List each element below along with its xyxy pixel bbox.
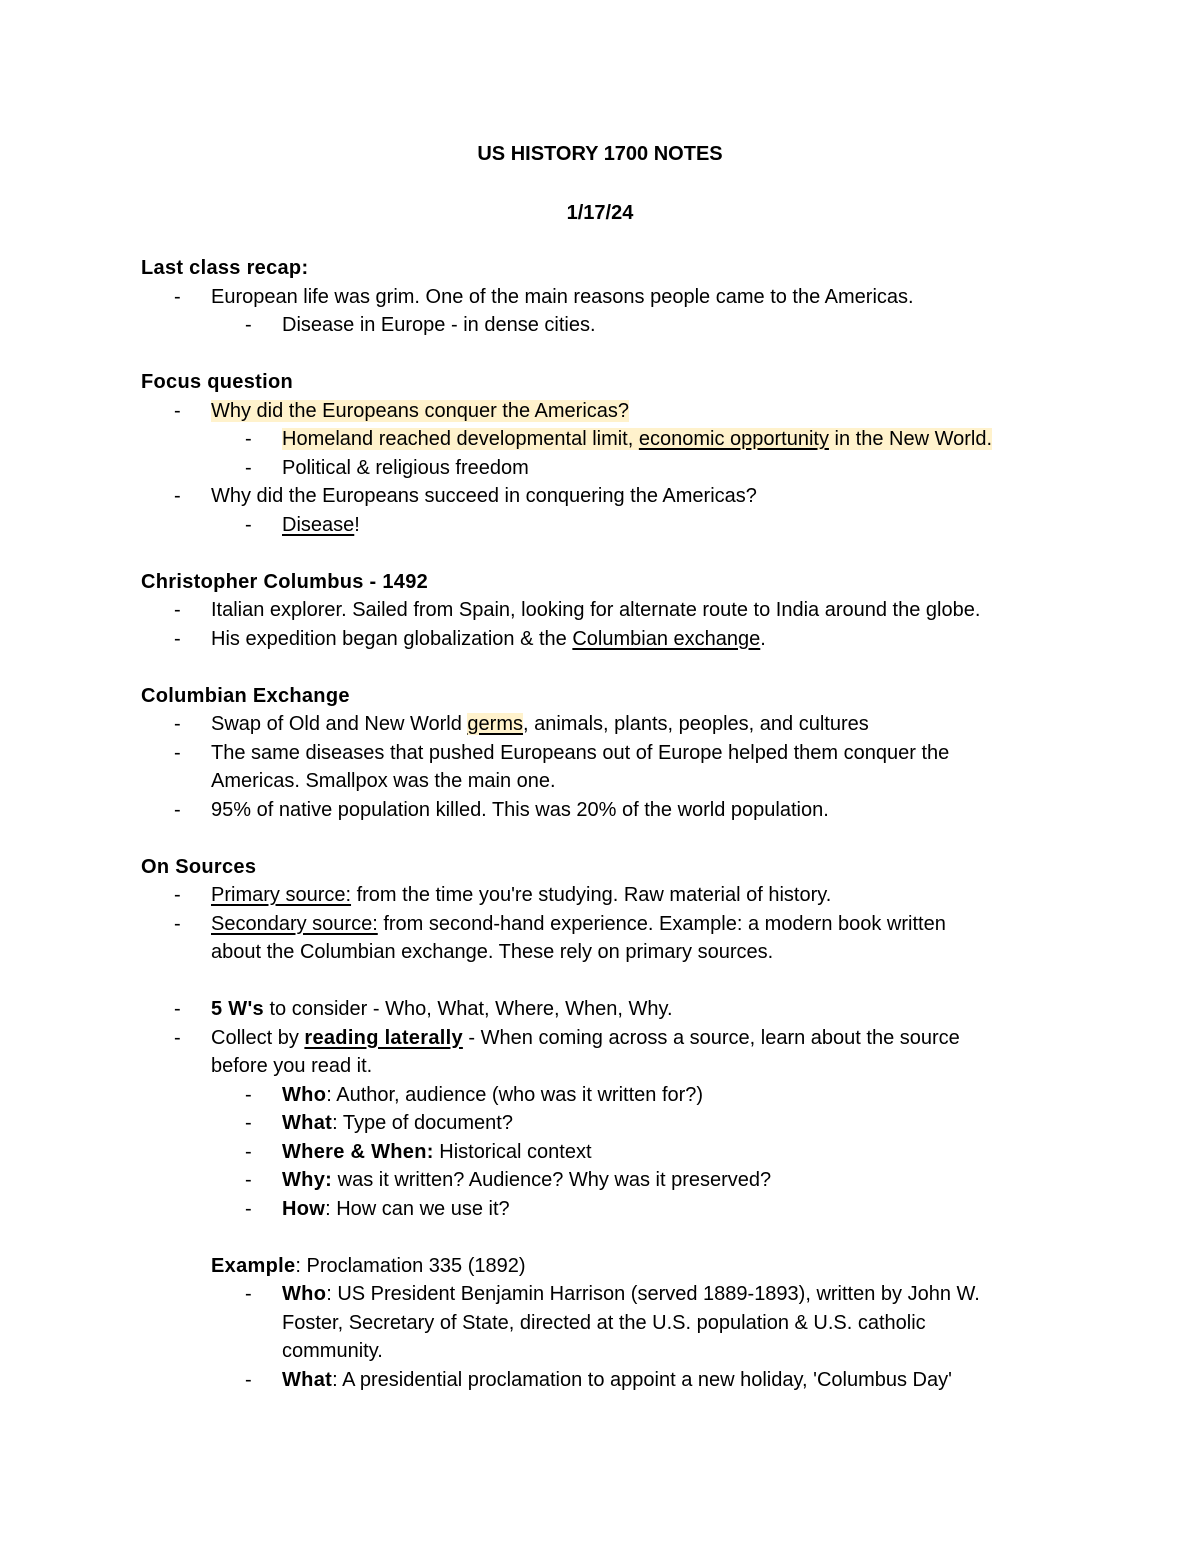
- list-item: - Who: US President Benjamin Harrison (served 1889-1893), written by John W.: [245, 1283, 980, 1305]
- list-item: - Why did the Europeans conquer the Americas?: [174, 399, 630, 422]
- list-item: - Collect by reading laterally - When coming across a source, learn about the source: [174, 1026, 960, 1049]
- notes-body: [141, 254, 1081, 1394]
- highlighted-text: Why did the Europeans conquer the Americas?: [211, 399, 630, 422]
- list-item-continuation: before you read it.: [211, 1055, 373, 1077]
- sources-heading: On Sources: [141, 855, 257, 878]
- list-item: - The same diseases that pushed Europeans out of Europe helped them conquer the: [174, 741, 950, 764]
- list-item: - European life was grim. One of the main reasons people came to the Americas.: [174, 285, 914, 308]
- document-date: 1/17/24: [566, 202, 634, 224]
- list-item: - Secondary source: from second-hand experience. Example: a modern book written: [174, 912, 946, 935]
- list-item: - His expedition began globalization & the Columbian exchange.: [174, 627, 766, 650]
- list-item-continuation: community.: [282, 1340, 383, 1362]
- list-item-continuation: Foster, Secretary of State, directed at the U.S. population & U.S. catholic: [282, 1311, 926, 1334]
- list-item: - Disease in Europe - in dense cities.: [245, 314, 596, 336]
- list-item: - What: Type of document?: [245, 1112, 513, 1134]
- list-item: - Homeland reached developmental limit, economic opportunity in the New World.: [245, 428, 992, 450]
- document-title: US HISTORY 1700 NOTES: [477, 143, 723, 165]
- list-item: - 5 W's to consider - Who, What, Where, When, Why.: [174, 998, 673, 1020]
- columbus-heading: Christopher Columbus - 1492: [141, 570, 429, 593]
- highlighted-text: germs: [467, 713, 523, 735]
- list-item-continuation: Americas. Smallpox was the main one.: [211, 770, 556, 792]
- list-item: - Why did the Europeans succeed in conquering the Americas?: [174, 485, 757, 507]
- recap-heading: Last class recap:: [141, 257, 309, 279]
- list-item: - Italian explorer. Sailed from Spain, looking for alternate route to India around the globe.: [174, 599, 981, 621]
- list-item: - Where & When: Historical context: [245, 1140, 592, 1163]
- highlighted-text: Homeland reached developmental limit, economic opportunity in the New World.: [282, 428, 992, 450]
- list-item: - How: How can we use it?: [245, 1197, 510, 1220]
- example-heading: Example: Proclamation 335 (1892): [211, 1254, 526, 1277]
- list-item-continuation: about the Columbian exchange. These rely on primary sources.: [211, 941, 774, 963]
- exchange-heading: Columbian Exchange: [141, 684, 350, 707]
- list-item: - Political & religious freedom: [245, 456, 529, 479]
- list-item: - Disease!: [245, 513, 360, 536]
- list-item: - Primary source: from the time you're studying. Raw material of history.: [174, 884, 832, 906]
- list-item: - Swap of Old and New World germs, animals, plants, peoples, and cultures: [174, 713, 869, 735]
- focus-heading: Focus question: [141, 371, 293, 393]
- list-item: - Why: was it written? Audience? Why was it preserved?: [245, 1169, 772, 1191]
- list-item: - What: A presidential proclamation to appoint a new holiday, 'Columbus Day': [245, 1368, 952, 1391]
- list-item: - 95% of native population killed. This was 20% of the world population.: [174, 798, 829, 821]
- list-item: - Who: Author, audience (who was it written for?): [245, 1083, 704, 1106]
